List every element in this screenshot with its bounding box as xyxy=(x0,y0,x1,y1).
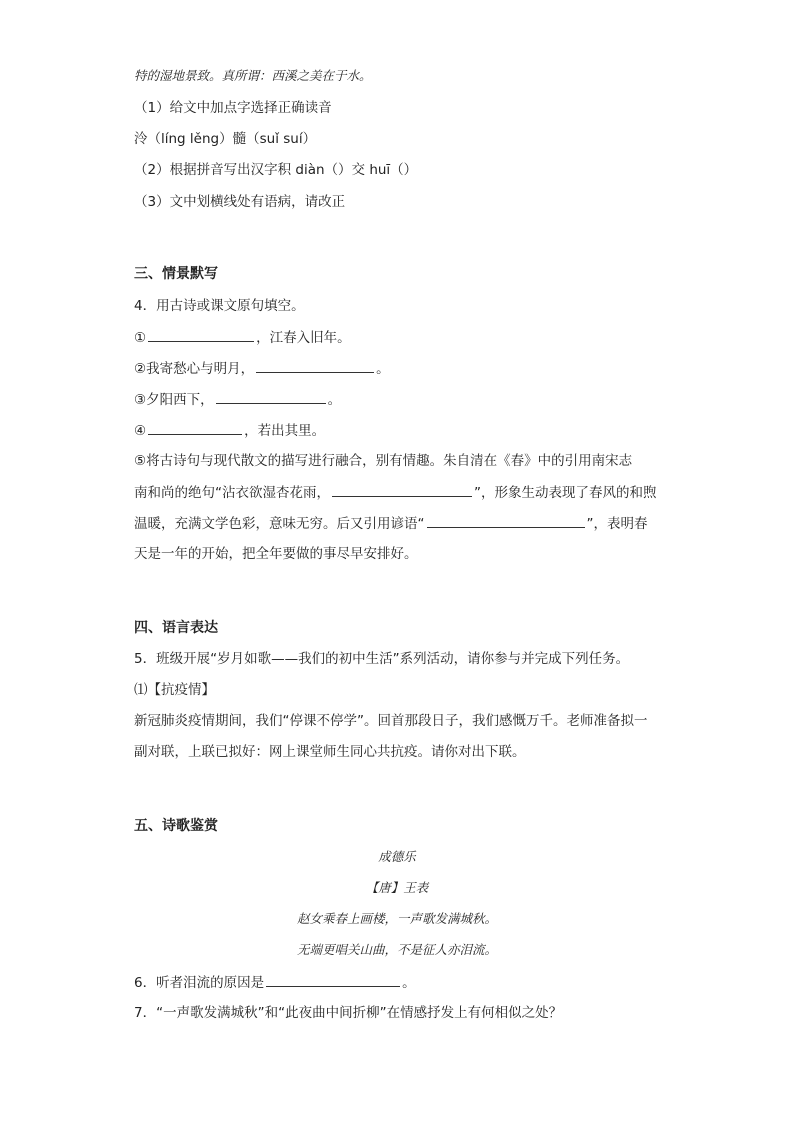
fill-item-5-line-2 xyxy=(134,482,657,503)
fill-item-2-suffix: 。 xyxy=(376,361,390,377)
answer-blank[interactable] xyxy=(266,972,400,987)
fill-item-2-prefix: ②我寄愁心与明月， xyxy=(134,361,255,377)
fill-item-4-prefix: ④ xyxy=(134,423,147,439)
fill-item-5-line-2-suffix: ”，形象生动表现了春风的和煦 xyxy=(474,485,657,501)
fill-item-5-line-4: 天是一年的开始，把全年要做的事尽早安排好。 xyxy=(134,546,418,562)
fill-item-1 xyxy=(134,327,351,348)
fill-item-2 xyxy=(134,358,390,379)
answer-blank[interactable] xyxy=(148,420,242,435)
fill-item-5-line-3-prefix: 温暖，充满文学色彩，意味无穷。后又引用谚语“ xyxy=(134,516,425,532)
poem-author: 【唐】王表 xyxy=(365,880,429,895)
section-3-heading: 三、情景默写 xyxy=(134,266,218,282)
fill-item-3-prefix: ③夕阳西下， xyxy=(134,392,214,408)
fill-item-5-line-2-prefix: 南和尚的绝句“沾衣欲湿杏花雨， xyxy=(134,485,330,501)
task-paragraph-line-1: 新冠肺炎疫情期间，我们“停课不停学”。回首那段日子，我们感慨万千。老师准备拟一 xyxy=(134,713,648,729)
fill-item-4-suffix: ，若出其里。 xyxy=(244,423,326,439)
sub-question-3: （3）文中划横线处有语病，请改正 xyxy=(134,194,346,210)
fill-item-3 xyxy=(134,389,341,410)
fill-item-1-suffix: ，江春入旧年。 xyxy=(256,330,351,346)
fill-item-5-line-1: ⑤将古诗句与现代散文的描写进行融合，别有情趣。朱自清在《春》中的引用南宋志 xyxy=(134,453,633,469)
poem-line-2: 无端更唱关山曲，不是征人亦泪流。 xyxy=(296,942,497,957)
task-paragraph-line-2: 副对联，上联已拟好：网上课堂师生同心共抗疫。请你对出下联。 xyxy=(134,744,526,760)
sub-question-1: （1）给文中加点字选择正确读音 xyxy=(134,100,332,116)
fill-item-4 xyxy=(134,420,325,441)
question-7: 7．“一声歌发满城秋”和“此夜曲中间折柳”在情感抒发上有何相似之处？ xyxy=(134,1005,563,1021)
fill-item-1-prefix: ① xyxy=(134,330,147,346)
question-6-suffix: 。 xyxy=(402,975,416,991)
answer-blank[interactable] xyxy=(256,358,374,373)
poem-line-1: 赵女乘春上画楼，一声歌发满城秋。 xyxy=(296,911,497,926)
answer-blank[interactable] xyxy=(427,513,585,528)
sub-question-1-words: 泠（líng lěng）髓（suǐ suí） xyxy=(134,131,317,147)
task-label: ⑴【抗疫情】 xyxy=(134,682,215,698)
section-4-heading: 四、语言表达 xyxy=(134,620,218,636)
answer-blank[interactable] xyxy=(332,482,472,497)
question-4-stem: 4．用古诗或课文原句填空。 xyxy=(134,298,305,314)
fill-item-5-line-3 xyxy=(134,513,648,534)
answer-blank[interactable] xyxy=(216,389,326,404)
fill-item-3-suffix: 。 xyxy=(327,392,342,408)
poem-title: 成德乐 xyxy=(378,849,416,864)
question-5-stem: 5．班级开展“岁月如歌——我们的初中生活”系列活动，请你参与并完成下列任务。 xyxy=(134,651,630,667)
sub-question-2: （2）根据拼音写出汉字积 diàn（）交 huī（） xyxy=(134,162,418,178)
question-6-prefix: 6．听者泪流的原因是 xyxy=(134,975,265,991)
answer-blank[interactable] xyxy=(148,327,254,342)
fill-item-5-line-3-suffix: ”，表明春 xyxy=(586,516,648,532)
question-6 xyxy=(134,972,416,993)
passage-tail: 特的湿地景致。真所谓：西溪之美在于水。 xyxy=(134,68,372,83)
section-5-heading: 五、诗歌鉴赏 xyxy=(134,818,218,834)
